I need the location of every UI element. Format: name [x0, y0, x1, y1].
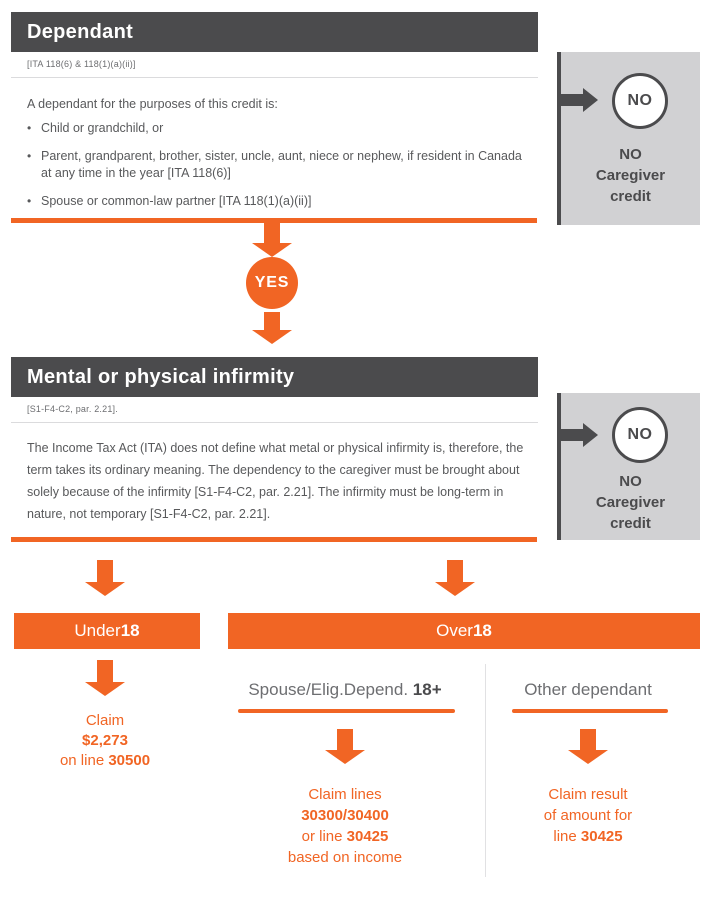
- orange-separator-line: [11, 537, 537, 542]
- column-divider: [485, 664, 486, 877]
- down-arrow-icon: [252, 312, 292, 344]
- spouse-claim-text: Claim lines 30300/30400 or line 30425 based on income: [287, 786, 403, 866]
- orange-underline: [238, 709, 455, 713]
- other-dependant-column-label: Other dependant: [524, 680, 652, 699]
- under-18-bar: Under 18: [14, 613, 200, 649]
- down-arrow-icon: [252, 223, 292, 257]
- over-18-bar: Over 18: [228, 613, 700, 649]
- down-arrow-icon: [568, 729, 608, 764]
- infirmity-section-header: [11, 357, 538, 397]
- dependant-title: Dependant: [27, 20, 134, 43]
- orange-underline: [512, 709, 668, 713]
- down-arrow-icon: [435, 560, 475, 596]
- no-caregiver-credit-label: NO Caregiver credit: [595, 473, 666, 532]
- no-badge: NO: [612, 73, 668, 129]
- infirmity-title: Mental or physical infirmity: [27, 365, 295, 388]
- dependant-bullet-item: • Parent, grandparent, brother, sister, uncle, aunt, niece or nephew, if resident in Canada at any time in the year [ITA 118(6)]: [27, 148, 532, 182]
- no-caregiver-credit-label: NO Caregiver credit: [595, 146, 666, 205]
- right-arrow-icon: [557, 423, 598, 447]
- down-arrow-icon: [85, 660, 125, 696]
- divider-rule: [11, 77, 538, 78]
- no-badge: NO: [612, 407, 668, 463]
- divider-rule: [11, 422, 538, 423]
- yes-badge: YES: [246, 257, 298, 309]
- spouse-column-label: Spouse/Elig.Depend. 18+: [248, 680, 442, 699]
- infirmity-citation: [S1-F4-C2, par. 2.21].: [27, 404, 118, 414]
- no-caregiver-credit-box: [557, 393, 700, 540]
- dependant-citation: [ITA 118(6) & 118(1)(a)(ii)]: [27, 59, 136, 69]
- dependant-intro-text: A dependant for the purposes of this credit is:: [27, 97, 278, 111]
- dependant-bullet-item: • Spouse or common-law partner [ITA 118(1)(a)(ii)]: [27, 193, 532, 210]
- infirmity-body-text: The Income Tax Act (ITA) does not define what metal or physical infirmity is, therefore, the term takes its ordinary meaning. The dependency to the caregiver must be brought about solely because of the infirmity [S1-F4-C2, par. 2.21]. The infirmity must be long-term in nature, not temporary [S1-F4-C2, par. 2.21].: [27, 441, 524, 521]
- under-18-claim-text: Claim $2,273 on line 30500: [59, 712, 151, 769]
- other-dependant-claim-text: Claim result of amount for line 30425: [543, 786, 633, 845]
- no-caregiver-credit-box: [557, 52, 700, 225]
- dependant-bullet-list: [27, 120, 532, 221]
- dependant-bullet-item: • Child or grandchild, or: [27, 120, 532, 137]
- dependant-section-header: [11, 12, 538, 52]
- right-arrow-icon: [557, 88, 598, 112]
- down-arrow-icon: [85, 560, 125, 596]
- down-arrow-icon: [325, 729, 365, 764]
